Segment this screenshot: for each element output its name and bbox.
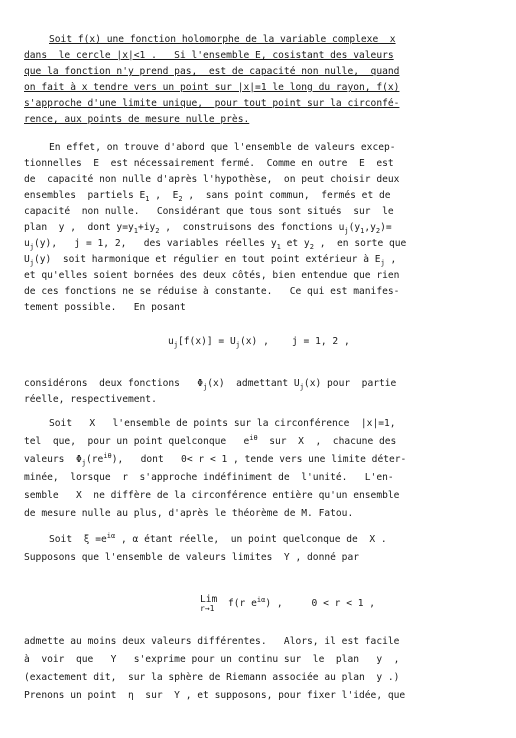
body-line: Soit X l'ensemble de points sur la circonférence |x|=1, — [49, 418, 396, 429]
theorem-text: dans le cercle |x|<1 . Si l'ensemble E, cosistant des valeurs — [24, 50, 394, 61]
theorem-line-5 — [24, 98, 502, 110]
lim-subscript: r→1 — [200, 604, 215, 613]
body-line: et qu'elles soient bornées des deux côtés, bien entendue que rien — [24, 270, 400, 281]
body-line: de mesure nulle au plus, d'après le théorème de M. Fatou. — [24, 508, 354, 519]
body-line: semble X ne diffère de la circonférence entière qu'un ensemble — [24, 490, 400, 501]
body-line: réelle, respectivement. — [24, 394, 157, 405]
theorem-text: que la fonction n'y prend pas, est de capacité non nulle, quand — [24, 66, 400, 77]
theorem-line-1 — [49, 34, 502, 46]
lim-word: Lim — [200, 594, 218, 605]
body-line: Supposons que l'ensemble de valeurs limites Y , donné par — [24, 552, 360, 563]
body-line: de capacité non nulle d'après l'hypothèse, on peut choisir deux — [24, 174, 400, 185]
body-line: admette au moins deux valeurs différentes. Alors, il est facile — [24, 636, 400, 647]
body-line: tel que, pour un point quelconque $e^{i\theta}$ sur X , chacune des — [24, 433, 397, 447]
lim-expression: f(r $e^{i\alpha}$) , 0 < r < 1 , — [228, 595, 376, 609]
theorem-text: on fait à x tendre vers un point sur |x|=1 le long du rayon, f(x) — [24, 82, 400, 93]
body-line: En effet, on trouve d'abord que l'ensemble de valeurs excep- — [49, 142, 396, 153]
theorem-line-4 — [24, 82, 502, 94]
body-line: $U_j(y)$ soit harmonique et régulier en tout point extérieur à $E_j$ , — [24, 254, 397, 267]
body-line: considérons deux fonctions $\Phi_j(x)$ admettant $U_j(x)$ pour partie — [24, 378, 397, 391]
body-line: ensembles partiels $E_1$ , $E_2$ , sans point commun, fermés et de — [24, 190, 391, 203]
body-line: capacité non nulle. Considérant que tous sont situés sur le — [24, 206, 394, 217]
equation-limit — [200, 594, 380, 620]
body-line: valeurs $\Phi_j(re^{i\theta})$, dont 0< r < 1 , tende vers une limite déter- — [24, 451, 407, 467]
body-line: (exactement dit, sur la sphère de Riemann associée au plan y .) — [24, 672, 400, 683]
theorem-line-2 — [24, 50, 502, 62]
theorem-text: Soit f(x) une fonction holomorphe de la variable complexe x — [49, 34, 396, 45]
equation-1: $u_j[f(x)] = U_j(x)$ , j = 1, 2 , — [168, 336, 350, 349]
body-line: minée, lorsque r s'approche indéfiniment de l'unité. L'en- — [24, 472, 394, 483]
body-line: tionnelles E est nécessairement fermé. Comme en outre E est — [24, 158, 394, 169]
body-line: tement possible. En posant — [24, 302, 186, 313]
body-line: à voir que Y s'exprime pour un continu sur le plan y , — [24, 654, 400, 665]
body-line: Soit $\xi =e^{i\alpha}$ , α étant réelle, un point quelconque de X . — [49, 531, 387, 545]
theorem-text: rence, aux points de mesure nulle près. — [24, 114, 250, 125]
theorem-line-6 — [24, 114, 502, 126]
body-line: de ces fonctions ne se réduise à constante. Ce qui est manifes- — [24, 286, 400, 297]
body-line: plan y , dont $y=y_1+iy_2$ , construisons des fonctions $u_j(y_1,y_2)=$ — [24, 222, 392, 235]
theorem-line-3 — [24, 66, 502, 78]
body-line: $u_j(y)$, j = 1, 2, des variables réelles $y_1$ et $y_2$ , en sorte que — [24, 238, 407, 251]
theorem-text: s'approche d'une limite unique, pour tout point sur la circonfé- — [24, 98, 400, 109]
body-line: Prenons un point η sur Y , et supposons, pour fixer l'idée, que — [24, 690, 406, 701]
